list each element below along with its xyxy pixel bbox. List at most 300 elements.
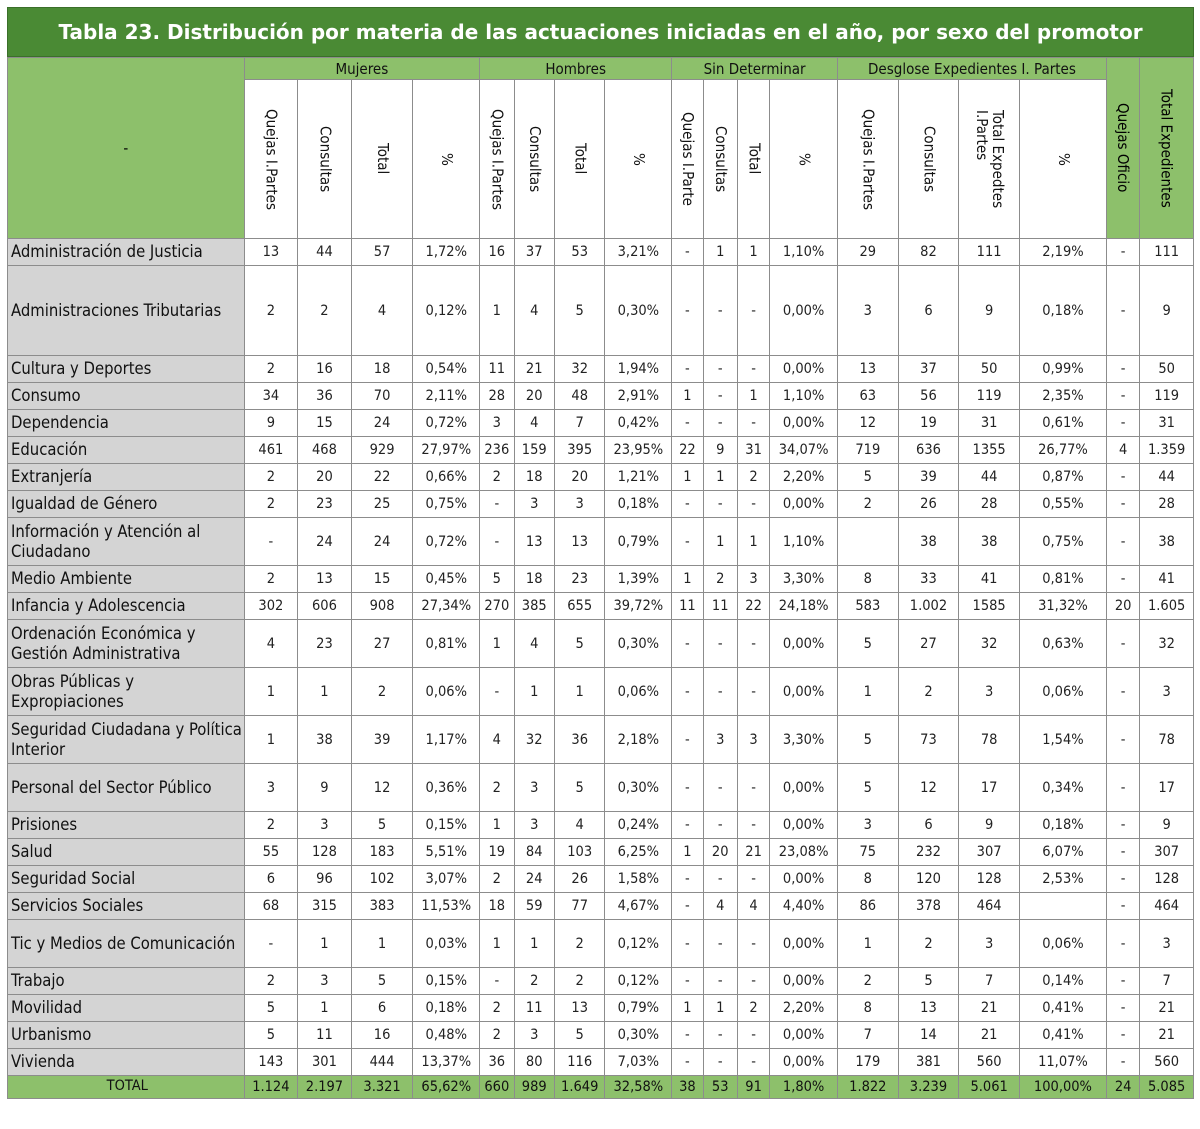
table-cell: 128 bbox=[1140, 866, 1194, 893]
table-cell: - bbox=[737, 968, 769, 995]
table-cell: 0,24% bbox=[605, 812, 672, 839]
table-cell: - bbox=[703, 920, 737, 968]
table-cell: 11,07% bbox=[1019, 1049, 1106, 1076]
table-cell: 2 bbox=[480, 464, 514, 491]
table-cell: 0,00% bbox=[770, 968, 838, 995]
table-cell: - bbox=[1106, 239, 1139, 266]
table-cell: 2 bbox=[898, 668, 959, 716]
table-cell: 0,12% bbox=[605, 920, 672, 968]
table-cell: 20 bbox=[703, 839, 737, 866]
table-cell: 583 bbox=[837, 593, 898, 620]
table-cell: 103 bbox=[554, 839, 605, 866]
table-cell: 37 bbox=[898, 356, 959, 383]
table-cell: 16 bbox=[480, 239, 514, 266]
table-cell: 70 bbox=[351, 383, 413, 410]
table-cell: 3,07% bbox=[413, 866, 480, 893]
table-cell: 5 bbox=[837, 764, 898, 812]
table-cell: - bbox=[1106, 968, 1139, 995]
table-cell: 3 bbox=[514, 1022, 554, 1049]
table-cell: 1 bbox=[480, 266, 514, 356]
table-cell: - bbox=[703, 410, 737, 437]
table-cell: 0,00% bbox=[770, 356, 838, 383]
table-cell: 2 bbox=[244, 491, 298, 518]
table-cell: 3 bbox=[480, 410, 514, 437]
table-cell: - bbox=[672, 239, 703, 266]
table-cell: 9 bbox=[1140, 812, 1194, 839]
table-cell: 41 bbox=[959, 566, 1020, 593]
table-cell: 39 bbox=[898, 464, 959, 491]
total-cell: 53 bbox=[703, 1076, 737, 1099]
total-cell: 3.321 bbox=[351, 1076, 413, 1099]
total-cell: 24 bbox=[1106, 1076, 1139, 1099]
table-cell: 3 bbox=[703, 716, 737, 764]
subheader-hombres-quejas: Quejas I.Partes bbox=[480, 80, 514, 239]
table-cell: 4 bbox=[480, 716, 514, 764]
table-cell: 1 bbox=[514, 668, 554, 716]
table-cell: 0,81% bbox=[1019, 566, 1106, 593]
table-cell: 4 bbox=[351, 266, 413, 356]
table-cell: 6 bbox=[898, 812, 959, 839]
table-cell: 2 bbox=[351, 668, 413, 716]
table-cell: 2 bbox=[244, 356, 298, 383]
subheader-sindet-quejas: Quejas I.Parte bbox=[672, 80, 703, 239]
table-cell: 32 bbox=[514, 716, 554, 764]
table-cell: 2,20% bbox=[770, 464, 838, 491]
table-cell: 26,77% bbox=[1019, 437, 1106, 464]
table-cell: 1,17% bbox=[413, 716, 480, 764]
table-cell: 0,45% bbox=[413, 566, 480, 593]
table-cell: 12 bbox=[837, 410, 898, 437]
table-cell: 32 bbox=[554, 356, 605, 383]
table-cell: 22 bbox=[737, 593, 769, 620]
table-cell: 1 bbox=[298, 920, 352, 968]
table-cell: 2 bbox=[737, 995, 769, 1022]
row-label: Prisiones bbox=[8, 812, 245, 839]
table-cell: - bbox=[737, 668, 769, 716]
table-row bbox=[8, 668, 1194, 716]
table-cell: 4 bbox=[514, 620, 554, 668]
table-row bbox=[8, 920, 1194, 968]
table-cell: - bbox=[1106, 764, 1139, 812]
table-cell: 1 bbox=[672, 839, 703, 866]
table-cell: 13 bbox=[898, 995, 959, 1022]
table-cell: 23 bbox=[554, 566, 605, 593]
group-header-desglose: Desglose Expedientes I. Partes bbox=[837, 58, 1106, 80]
table-row bbox=[8, 764, 1194, 812]
row-label: Medio Ambiente bbox=[8, 566, 245, 593]
table-cell: 464 bbox=[959, 893, 1020, 920]
total-cell: 660 bbox=[480, 1076, 514, 1099]
table-cell: 31 bbox=[959, 410, 1020, 437]
table-cell: 0,00% bbox=[770, 620, 838, 668]
table-cell: 3 bbox=[737, 566, 769, 593]
table-row bbox=[8, 1022, 1194, 1049]
table-cell: 2 bbox=[244, 968, 298, 995]
table-cell: 3 bbox=[959, 668, 1020, 716]
table-cell: 0,18% bbox=[413, 995, 480, 1022]
table-cell: 19 bbox=[898, 410, 959, 437]
table-cell: 1,10% bbox=[770, 383, 838, 410]
subheader-sindet-percent: % bbox=[770, 80, 838, 239]
table-cell: 1 bbox=[351, 920, 413, 968]
table-title: Tabla 23. Distribución por materia de las actuaciones iniciadas en el año, por sexo del promotor bbox=[7, 7, 1194, 57]
table-cell: 179 bbox=[837, 1049, 898, 1076]
row-label: Administración de Justicia bbox=[8, 239, 245, 266]
table-cell: 18 bbox=[480, 893, 514, 920]
table-cell: 1 bbox=[514, 920, 554, 968]
table-cell: 111 bbox=[1140, 239, 1194, 266]
table-cell: - bbox=[703, 356, 737, 383]
total-row bbox=[8, 1076, 1194, 1099]
table-cell: 636 bbox=[898, 437, 959, 464]
table-cell: 102 bbox=[351, 866, 413, 893]
table-cell: 7 bbox=[1140, 968, 1194, 995]
table-cell: 24 bbox=[298, 518, 352, 566]
row-label: Obras Públicas y Expropiaciones bbox=[8, 668, 245, 716]
table-cell: 2 bbox=[898, 920, 959, 968]
table-cell: 3 bbox=[298, 968, 352, 995]
table-cell: 11 bbox=[514, 995, 554, 1022]
table-cell: 78 bbox=[1140, 716, 1194, 764]
table-cell: 301 bbox=[298, 1049, 352, 1076]
table-cell: 5 bbox=[351, 812, 413, 839]
table-cell: 13 bbox=[554, 518, 605, 566]
table-cell: - bbox=[1106, 920, 1139, 968]
table-cell: 2 bbox=[244, 566, 298, 593]
table-cell: 2,18% bbox=[605, 716, 672, 764]
table-cell: - bbox=[703, 764, 737, 812]
table-cell: 0,30% bbox=[605, 620, 672, 668]
table-cell: 120 bbox=[898, 866, 959, 893]
table-cell: 77 bbox=[554, 893, 605, 920]
header-quejas-oficio: Quejas Oficio bbox=[1106, 58, 1139, 239]
table-cell: 0,79% bbox=[605, 995, 672, 1022]
table-cell: 34,07% bbox=[770, 437, 838, 464]
table-cell: - bbox=[703, 812, 737, 839]
table-cell: 606 bbox=[298, 593, 352, 620]
table-cell: 13 bbox=[298, 566, 352, 593]
table-cell: 0,00% bbox=[770, 266, 838, 356]
table-cell: 21 bbox=[959, 995, 1020, 1022]
table-cell: - bbox=[672, 920, 703, 968]
table-cell: 4 bbox=[554, 812, 605, 839]
table-row bbox=[8, 566, 1194, 593]
table-cell: 73 bbox=[898, 716, 959, 764]
table-cell: 270 bbox=[480, 593, 514, 620]
table-cell: 33 bbox=[898, 566, 959, 593]
table-cell: 75 bbox=[837, 839, 898, 866]
table-cell: 38 bbox=[1140, 518, 1194, 566]
table-cell: 3 bbox=[959, 920, 1020, 968]
table-cell: 48 bbox=[554, 383, 605, 410]
table-cell: - bbox=[1106, 668, 1139, 716]
total-cell: 989 bbox=[514, 1076, 554, 1099]
table-cell: 0,18% bbox=[1019, 812, 1106, 839]
table-cell: 17 bbox=[959, 764, 1020, 812]
corner-header: - bbox=[8, 58, 245, 239]
table-cell: 24 bbox=[514, 866, 554, 893]
table-cell: 96 bbox=[298, 866, 352, 893]
table-cell: - bbox=[703, 866, 737, 893]
table-cell: 3 bbox=[514, 491, 554, 518]
table-cell: 0,72% bbox=[413, 410, 480, 437]
table-cell: 13 bbox=[837, 356, 898, 383]
table-cell: 378 bbox=[898, 893, 959, 920]
table-cell: 0,34% bbox=[1019, 764, 1106, 812]
table-cell: 5 bbox=[244, 1022, 298, 1049]
table-row bbox=[8, 866, 1194, 893]
table-cell: - bbox=[672, 1049, 703, 1076]
table-cell: 34 bbox=[244, 383, 298, 410]
table-cell: 20 bbox=[1106, 593, 1139, 620]
table-cell: 1 bbox=[737, 518, 769, 566]
table-cell: 11 bbox=[298, 1022, 352, 1049]
table-cell: 38 bbox=[959, 518, 1020, 566]
table-cell: 2,20% bbox=[770, 995, 838, 1022]
table-cell: 63 bbox=[837, 383, 898, 410]
table-cell: 4 bbox=[514, 410, 554, 437]
table-cell: - bbox=[1106, 620, 1139, 668]
subheader-hombres-total: Total bbox=[554, 80, 605, 239]
table-cell: 5 bbox=[837, 620, 898, 668]
table-cell: 36 bbox=[298, 383, 352, 410]
table-cell: 23 bbox=[298, 620, 352, 668]
table-cell: 27,34% bbox=[413, 593, 480, 620]
table-cell: 55 bbox=[244, 839, 298, 866]
table-cell: 0,12% bbox=[413, 266, 480, 356]
row-label: Seguridad Social bbox=[8, 866, 245, 893]
table-cell: 9 bbox=[959, 812, 1020, 839]
row-label: Tic y Medios de Comunicación bbox=[8, 920, 245, 968]
table-cell: 1 bbox=[480, 812, 514, 839]
total-cell: 65,62% bbox=[413, 1076, 480, 1099]
table-row bbox=[8, 410, 1194, 437]
table-cell: 20 bbox=[514, 383, 554, 410]
table-cell: 0,03% bbox=[413, 920, 480, 968]
total-cell: 1.649 bbox=[554, 1076, 605, 1099]
table-cell: 307 bbox=[959, 839, 1020, 866]
table-row bbox=[8, 356, 1194, 383]
table-cell: 5 bbox=[837, 716, 898, 764]
table-cell: 32 bbox=[1140, 620, 1194, 668]
row-label: Infancia y Adolescencia bbox=[8, 593, 245, 620]
table-cell: 0,30% bbox=[605, 266, 672, 356]
subheader-desglose-total: Total Expedtes I.Partes bbox=[959, 80, 1020, 239]
table-cell: 0,72% bbox=[413, 518, 480, 566]
table-cell: 719 bbox=[837, 437, 898, 464]
table-cell: - bbox=[1106, 893, 1139, 920]
total-cell: 2.197 bbox=[298, 1076, 352, 1099]
table-cell: - bbox=[1106, 1049, 1139, 1076]
table-cell: 82 bbox=[898, 239, 959, 266]
table-cell: 0,55% bbox=[1019, 491, 1106, 518]
table-cell: 0,81% bbox=[413, 620, 480, 668]
table-cell: 4 bbox=[244, 620, 298, 668]
table-cell: 0,00% bbox=[770, 812, 838, 839]
table-cell: 2 bbox=[514, 968, 554, 995]
table-cell: 28 bbox=[1140, 491, 1194, 518]
table-cell: 9 bbox=[703, 437, 737, 464]
table-cell: 1 bbox=[672, 464, 703, 491]
table-cell: 0,00% bbox=[770, 1049, 838, 1076]
table-cell: 37 bbox=[514, 239, 554, 266]
row-label: Dependencia bbox=[8, 410, 245, 437]
table-cell: - bbox=[672, 410, 703, 437]
table-cell: 461 bbox=[244, 437, 298, 464]
table-cell: 0,75% bbox=[1019, 518, 1106, 566]
table-cell: 38 bbox=[298, 716, 352, 764]
table-cell: 5 bbox=[898, 968, 959, 995]
table-cell: 9 bbox=[298, 764, 352, 812]
table-cell: 9 bbox=[959, 266, 1020, 356]
table-row bbox=[8, 620, 1194, 668]
table-cell: 1,72% bbox=[413, 239, 480, 266]
total-cell: 1.124 bbox=[244, 1076, 298, 1099]
table-cell: 5 bbox=[554, 764, 605, 812]
table-cell: 0,00% bbox=[770, 920, 838, 968]
table-cell: - bbox=[480, 668, 514, 716]
table-cell: 3 bbox=[1140, 668, 1194, 716]
table-cell: 4,40% bbox=[770, 893, 838, 920]
table-cell: 4 bbox=[737, 893, 769, 920]
table-cell: 53 bbox=[554, 239, 605, 266]
table-cell: - bbox=[672, 620, 703, 668]
table-cell: - bbox=[1106, 356, 1139, 383]
table-cell: 1 bbox=[737, 383, 769, 410]
table-cell: 3,30% bbox=[770, 716, 838, 764]
table-cell: 0,00% bbox=[770, 1022, 838, 1049]
row-label: Administraciones Tributarias bbox=[8, 266, 245, 356]
table-cell: 2 bbox=[244, 266, 298, 356]
table-cell: 183 bbox=[351, 839, 413, 866]
table-cell: - bbox=[1106, 839, 1139, 866]
table-cell: 22 bbox=[351, 464, 413, 491]
table-cell: - bbox=[1106, 410, 1139, 437]
row-label: Vivienda bbox=[8, 1049, 245, 1076]
table-cell: 1 bbox=[703, 995, 737, 1022]
table-cell: 18 bbox=[514, 464, 554, 491]
table-cell: 2 bbox=[244, 464, 298, 491]
table-cell: 0,54% bbox=[413, 356, 480, 383]
table-cell: 383 bbox=[351, 893, 413, 920]
table-cell: 32 bbox=[959, 620, 1020, 668]
row-label: Extranjería bbox=[8, 464, 245, 491]
subheader-sindet-total: Total bbox=[737, 80, 769, 239]
table-cell: 2,91% bbox=[605, 383, 672, 410]
table-cell: - bbox=[1106, 491, 1139, 518]
table-cell: 464 bbox=[1140, 893, 1194, 920]
table-cell: 4 bbox=[514, 266, 554, 356]
table-cell bbox=[837, 518, 898, 566]
row-label: Personal del Sector Público bbox=[8, 764, 245, 812]
table-cell: 0,18% bbox=[605, 491, 672, 518]
table-cell: 1,21% bbox=[605, 464, 672, 491]
table-cell: 0,87% bbox=[1019, 464, 1106, 491]
table-cell: 2,11% bbox=[413, 383, 480, 410]
table-cell: - bbox=[480, 968, 514, 995]
table-cell: 0,41% bbox=[1019, 1022, 1106, 1049]
table-cell: 1585 bbox=[959, 593, 1020, 620]
row-label: Seguridad Ciudadana y Política Interior bbox=[8, 716, 245, 764]
table-cell: 302 bbox=[244, 593, 298, 620]
table-cell: - bbox=[672, 491, 703, 518]
table-cell: - bbox=[480, 518, 514, 566]
table-cell: 0,30% bbox=[605, 1022, 672, 1049]
table-cell: 0,06% bbox=[413, 668, 480, 716]
table-cell: 2 bbox=[480, 866, 514, 893]
table-cell: 59 bbox=[514, 893, 554, 920]
table-cell: 29 bbox=[837, 239, 898, 266]
table-cell: 0,18% bbox=[1019, 266, 1106, 356]
table-cell: 24 bbox=[351, 410, 413, 437]
row-label: Información y Atención al Ciudadano bbox=[8, 518, 245, 566]
table-row bbox=[8, 266, 1194, 356]
subheader-mujeres-percent: % bbox=[413, 80, 480, 239]
table-cell: - bbox=[1106, 866, 1139, 893]
table-cell: 80 bbox=[514, 1049, 554, 1076]
table-cell: - bbox=[1106, 566, 1139, 593]
table-cell: - bbox=[737, 764, 769, 812]
table-cell: 2 bbox=[554, 920, 605, 968]
table-cell: 50 bbox=[1140, 356, 1194, 383]
table-cell: - bbox=[737, 410, 769, 437]
table-cell: 13 bbox=[514, 518, 554, 566]
table-cell: 15 bbox=[298, 410, 352, 437]
table-cell: 7,03% bbox=[605, 1049, 672, 1076]
table-cell: 5 bbox=[244, 995, 298, 1022]
table-row bbox=[8, 995, 1194, 1022]
subheader-hombres-percent: % bbox=[605, 80, 672, 239]
table-cell: 0,15% bbox=[413, 968, 480, 995]
table-cell: - bbox=[672, 716, 703, 764]
table-cell: 1 bbox=[837, 668, 898, 716]
table-cell: 11 bbox=[672, 593, 703, 620]
table-cell: - bbox=[1106, 716, 1139, 764]
table-cell: 1,10% bbox=[770, 239, 838, 266]
table-cell: - bbox=[244, 920, 298, 968]
table-cell: 2 bbox=[703, 566, 737, 593]
table-cell: 7 bbox=[959, 968, 1020, 995]
table-cell: 560 bbox=[959, 1049, 1020, 1076]
table-cell: 2 bbox=[554, 968, 605, 995]
subheader-desglose-consultas: Consultas bbox=[898, 80, 959, 239]
table-cell: 27 bbox=[351, 620, 413, 668]
table-cell: - bbox=[1106, 995, 1139, 1022]
table-cell: 2 bbox=[480, 764, 514, 812]
table-cell: 1,54% bbox=[1019, 716, 1106, 764]
table-cell: 1.359 bbox=[1140, 437, 1194, 464]
table-cell: 2,53% bbox=[1019, 866, 1106, 893]
table-cell: 68 bbox=[244, 893, 298, 920]
table-cell bbox=[1019, 893, 1106, 920]
subheader-desglose-percent: % bbox=[1019, 80, 1106, 239]
table-cell: 3 bbox=[737, 716, 769, 764]
table-cell: - bbox=[703, 968, 737, 995]
data-table bbox=[7, 57, 1194, 1099]
total-cell: 1,80% bbox=[770, 1076, 838, 1099]
table-cell: 8 bbox=[837, 866, 898, 893]
total-cell: 38 bbox=[672, 1076, 703, 1099]
table-row bbox=[8, 968, 1194, 995]
table-cell: 16 bbox=[298, 356, 352, 383]
table-cell: - bbox=[480, 491, 514, 518]
subheader-mujeres-consultas: Consultas bbox=[298, 80, 352, 239]
table-cell: 21 bbox=[737, 839, 769, 866]
table-cell: 1 bbox=[298, 995, 352, 1022]
table-cell: 929 bbox=[351, 437, 413, 464]
table-cell: 8 bbox=[837, 566, 898, 593]
table-cell: 1 bbox=[480, 920, 514, 968]
